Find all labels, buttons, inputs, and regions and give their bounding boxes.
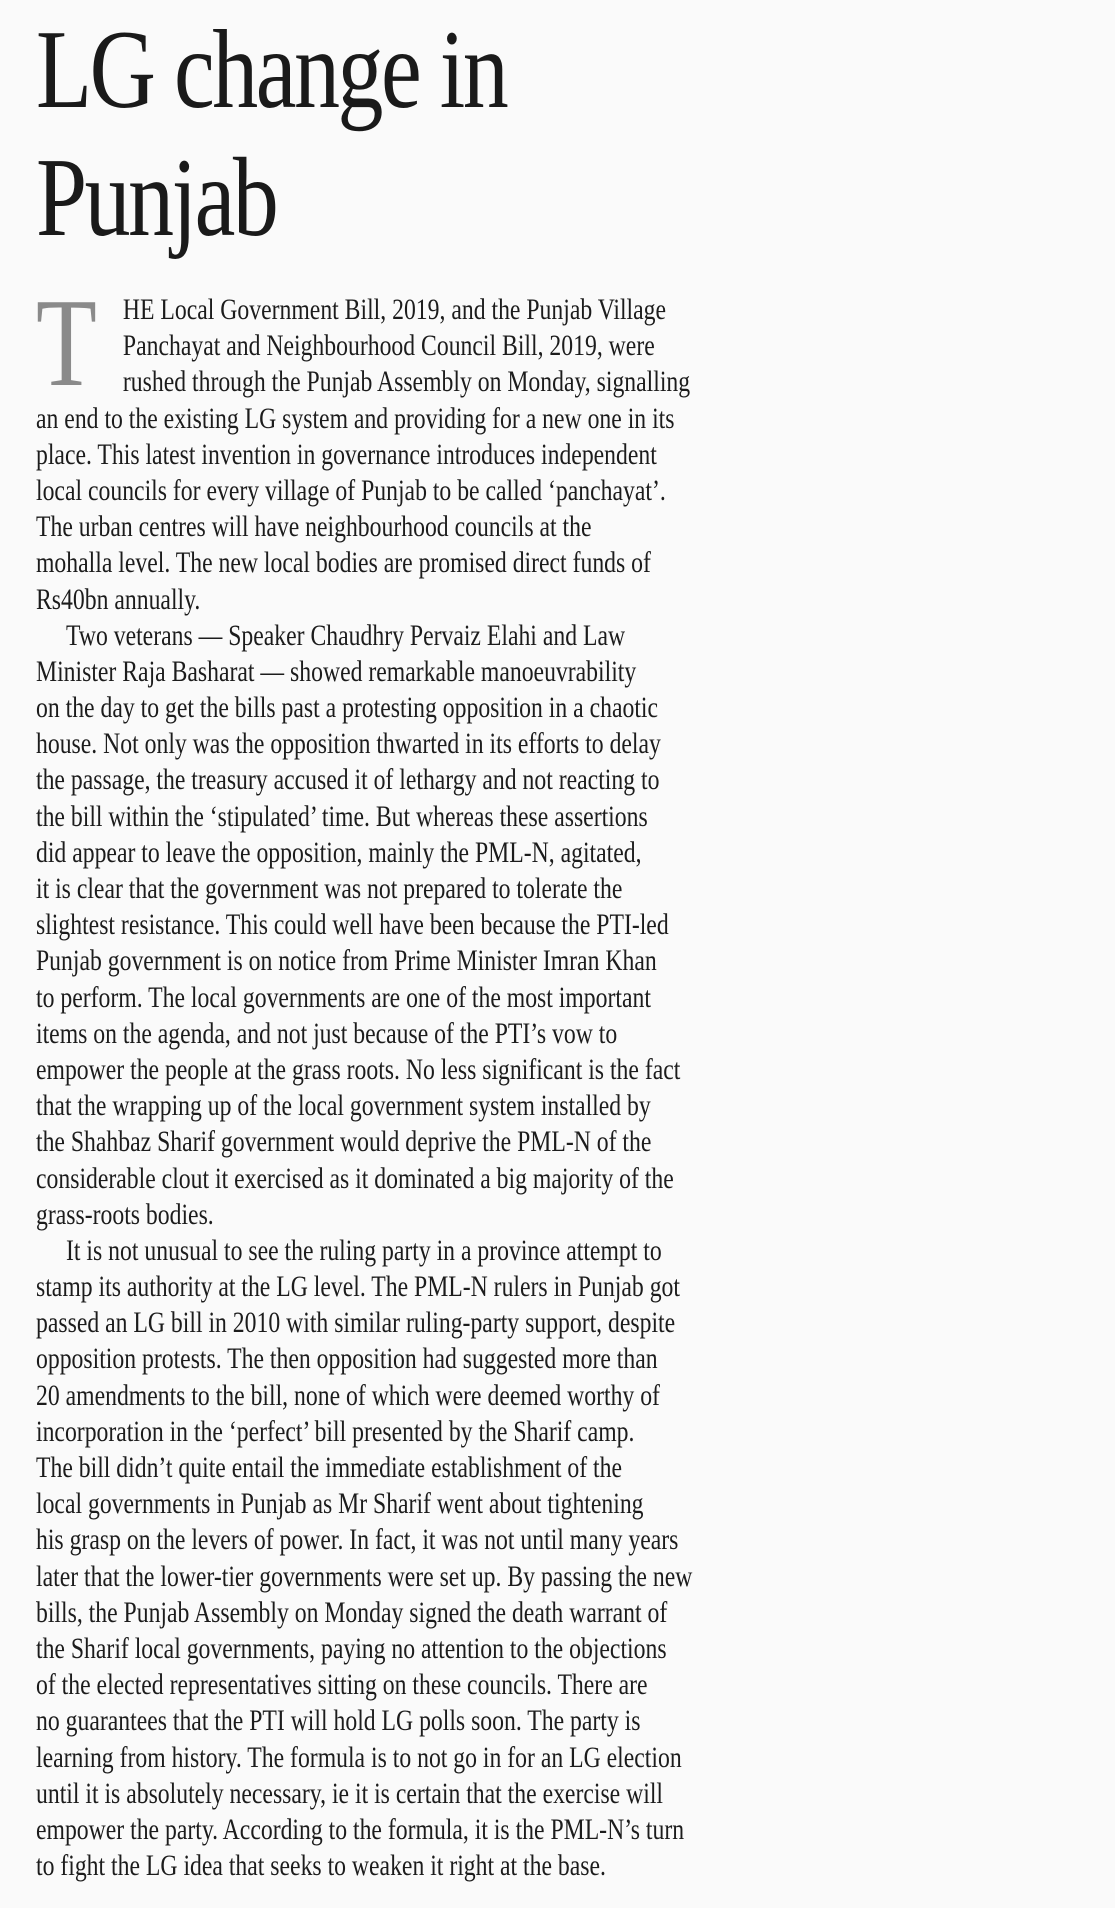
text-line: Panchayat and Neighbourhood Council Bill, 2019, were <box>122 329 655 363</box>
text-line: learning from history. The formula is to not go in for an LG election <box>36 1740 682 1774</box>
headline <box>36 0 905 262</box>
text-line: passed an LG bill in 2010 with similar ruling-party support, despite <box>36 1306 676 1340</box>
headline-line: Punjab <box>36 136 277 260</box>
text-line: The urban centres will have neighbourhood councils at the <box>36 510 592 544</box>
text-line: considerable clout it exercised as it dominated a big majority of the <box>36 1161 674 1195</box>
text-line: local councils for every village of Punjab to be called ‘panchayat’. <box>36 473 666 507</box>
text-line: the Sharif local governments, paying no attention to the objections <box>36 1631 667 1665</box>
text-line: opposition protests. The then opposition had suggested more than <box>36 1342 658 1376</box>
text-line: stamp its authority at the LG level. The PML-N rulers in Punjab got <box>36 1270 680 1304</box>
text-line: that the wrapping up of the local government system installed by <box>36 1089 651 1123</box>
text-line: Punjab government is on notice from Prime Minister Imran Khan <box>36 944 657 978</box>
text-line: an end to the existing LG system and providing for a new one in its <box>36 401 675 435</box>
text-line: slightest resistance. This could well have been because the PTI-led <box>36 908 669 942</box>
text-line: did appear to leave the opposition, mainly the PML-N, agitated, <box>36 835 642 869</box>
article-body <box>36 274 1063 1884</box>
text-line: until it is absolutely necessary, ie it is certain that the exercise will <box>36 1776 663 1810</box>
text-line: place. This latest invention in governance introduces independent <box>36 437 657 471</box>
text-line: mohalla level. The new local bodies are promised direct funds of <box>36 546 651 580</box>
text-line: to fight the LG idea that seeks to weaken it right at the base. <box>36 1849 606 1883</box>
paragraph-2 <box>36 618 1063 1233</box>
text-line: empower the party. According to the formula, it is the PML-N’s turn <box>36 1812 685 1846</box>
text-line: It is not unusual to see the ruling party in a province attempt to <box>66 1233 662 1267</box>
text-line: Two veterans — Speaker Chaudhry Pervaiz Elahi and Law <box>66 618 626 652</box>
paragraph-3 <box>36 1233 1063 1884</box>
headline-line: LG change in <box>36 8 507 132</box>
text-line: empower the people at the grass roots. No less significant is the fact <box>36 1052 681 1086</box>
text-line: his grasp on the levers of power. In fact, it was not until many years <box>36 1523 679 1557</box>
text-line: bills, the Punjab Assembly on Monday signed the death warrant of <box>36 1595 668 1629</box>
text-line: Minister Raja Basharat — showed remarkable manoeuvrability <box>36 654 637 688</box>
drop-cap: T <box>36 274 97 413</box>
text-line: grass-roots bodies. <box>36 1197 214 1231</box>
text-line: of the elected representatives sitting on these councils. There are <box>36 1668 648 1702</box>
text-line: The bill didn’t quite entail the immediate establishment of the <box>36 1451 623 1484</box>
text-line: to perform. The local governments are one of the most important <box>36 980 651 1014</box>
text-line: local governments in Punjab as Mr Sharif went about tightening <box>36 1487 644 1521</box>
text-line: on the day to get the bills past a protesting opposition in a chaotic <box>36 691 659 725</box>
text-line: the Shahbaz Sharif government would deprive the PML-N of the <box>36 1125 652 1159</box>
text-line: house. Not only was the opposition thwarted in its efforts to delay <box>36 727 661 761</box>
text-line: it is clear that the government was not prepared to tolerate the <box>36 872 623 905</box>
text-line: no guarantees that the PTI will hold LG polls soon. The party is <box>36 1704 641 1738</box>
text-line: Rs40bn annually. <box>36 582 201 616</box>
text-line: the passage, the treasury accused it of lethargy and not reacting to <box>36 763 660 797</box>
paragraph-1 <box>36 274 1063 618</box>
text-line: later that the lower-tier governments were set up. By passing the new <box>36 1559 693 1593</box>
text-line: items on the agenda, and not just because of the PTI’s vow to <box>36 1016 618 1050</box>
text-line: the bill within the ‘stipulated’ time. But whereas these assertions <box>36 799 648 833</box>
text-line: HE Local Government Bill, 2019, and the Punjab Village <box>122 293 667 326</box>
editorial-article <box>36 0 1096 1883</box>
text-line: incorporation in the ‘perfect’ bill presented by the Sharif camp. <box>36 1414 635 1448</box>
text-line: rushed through the Punjab Assembly on Monday, signalling <box>122 365 691 399</box>
text-line: 20 amendments to the bill, none of which were deemed worthy of <box>36 1378 660 1412</box>
